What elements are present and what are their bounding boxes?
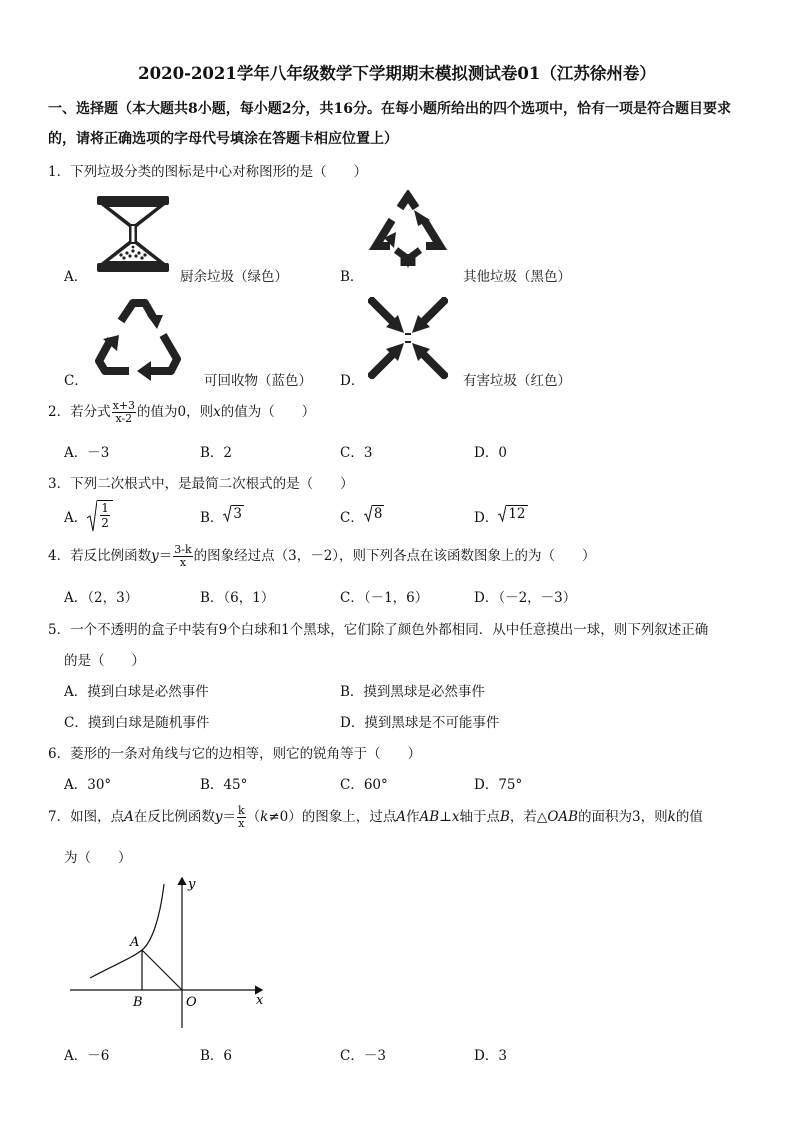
q4-option-c: C．（－1，6） bbox=[340, 590, 429, 606]
q6-option-c: C．60° bbox=[340, 777, 388, 793]
q5-option-c: C．摸到白球是随机事件 bbox=[64, 715, 210, 731]
q7-option-d: D．3 bbox=[474, 1048, 507, 1064]
q7-option-c: C．－3 bbox=[340, 1048, 386, 1064]
q1-option-d-caption: 有害垃圾（红色） bbox=[463, 373, 571, 389]
q1-option-c-letter: C． bbox=[64, 373, 88, 389]
inward-arrows-icon bbox=[368, 297, 448, 379]
section-instructions-line2: 的，请将正确选项的字母代号填涂在答题卡相应位置上） bbox=[48, 131, 398, 147]
q7-fraction: $\frac{k}{x}$ bbox=[237, 804, 245, 830]
q4-fraction: $\frac{3-k}{x}$ bbox=[174, 543, 192, 569]
q5-option-a: A．摸到白球是必然事件 bbox=[64, 684, 209, 700]
q1-option-d-letter: D． bbox=[340, 373, 365, 389]
q6-option-a: A．30° bbox=[64, 777, 112, 793]
q3-sqrt-8: 8 bbox=[364, 505, 385, 522]
q4-stem: 4．若反比例函数y＝ $\frac{3-k}{x}$ 的图象经过点（3，－2），则下列各点在该函数图象上的为（ ） bbox=[48, 543, 596, 569]
q3-sqrt-3: 3 bbox=[223, 505, 244, 522]
q2-fraction: $\frac{x+3}{x-2}$ bbox=[112, 399, 136, 425]
q4-option-d: D．（－2，－3） bbox=[474, 590, 577, 606]
hourglass-icon bbox=[93, 193, 173, 275]
q3-option-b: B． 3 bbox=[200, 506, 243, 526]
q1-option-b-letter: B． bbox=[340, 269, 364, 285]
section-instructions-line1: 一、选择题（本大题共8小题，每小题2分，共16分。在每小题所给出的四个选项中，恰有一项是符合题目要求 bbox=[48, 101, 731, 117]
q6-stem: 6．菱形的一条对角线与它的边相等，则它的锐角等于（ ） bbox=[48, 746, 422, 762]
q2-option-a: A．－3 bbox=[64, 445, 110, 461]
q7-option-b: B．6 bbox=[200, 1048, 233, 1064]
q1-option-c-caption: 可回收物（蓝色） bbox=[204, 373, 312, 389]
q6-option-b: B．45° bbox=[200, 777, 248, 793]
label-a: A bbox=[130, 935, 140, 950]
segment-ao bbox=[142, 950, 182, 990]
label-b: B bbox=[133, 995, 143, 1010]
hyperbola-curve bbox=[90, 884, 164, 978]
triangle-arrows-icon bbox=[366, 190, 450, 274]
q3-sqrt-half: $\frac{1}{2}$ bbox=[87, 500, 113, 532]
q3-option-a: A． $\frac{1}{2}$ bbox=[64, 500, 113, 532]
label-y: y bbox=[188, 877, 196, 892]
label-o: O bbox=[186, 995, 197, 1010]
q5-option-b: B．摸到黑球是必然事件 bbox=[340, 684, 485, 700]
q7-figure bbox=[66, 872, 276, 1032]
q1-stem: 1．下列垃圾分类的图标是中心对称图形的是（ ） bbox=[48, 164, 368, 180]
q6-option-d: D．75° bbox=[474, 777, 523, 793]
q2-stem: 2．若分式 $\frac{x+3}{x-2}$ 的值为0，则x的值为（ ） bbox=[48, 399, 316, 425]
q2-option-d: D．0 bbox=[474, 445, 507, 461]
q4-option-b: B．（6，1） bbox=[200, 590, 275, 606]
q4-option-a: A．（2，3） bbox=[64, 590, 139, 606]
q5-option-d: D．摸到黑球是不可能事件 bbox=[340, 715, 500, 731]
q7-option-a: A．－6 bbox=[64, 1048, 110, 1064]
page-title: 2020-2021学年八年级数学下学期期末模拟测试卷01（江苏徐州卷） bbox=[138, 64, 656, 83]
q5-stem-line1: 5．一个不透明的盒子中装有9个白球和1个黑球，它们除了颜色外都相同．从中任意摸出一球，则下列叙述正确 bbox=[48, 622, 709, 638]
q1-option-a-letter: A． bbox=[64, 269, 88, 285]
q3-option-d: D． 12 bbox=[474, 506, 526, 526]
q7-stem-line2: 为（ ） bbox=[64, 850, 132, 866]
q7-stem-line1: 7．如图，点A在反比例函数y＝ $\frac{k}{x}$ （k≠0）的图象上，过点A作AB⊥x轴于点B，若△OAB的面积为3，则k的值 bbox=[48, 804, 703, 830]
recycle-icon bbox=[93, 295, 185, 381]
q3-stem: 3．下列二次根式中，是最简二次根式的是（ ） bbox=[48, 476, 354, 492]
q5-stem-line2: 的是（ ） bbox=[64, 653, 145, 669]
label-x: x bbox=[256, 993, 264, 1008]
q1-option-a-caption: 厨余垃圾（绿色） bbox=[180, 269, 288, 285]
q2-option-c: C．3 bbox=[340, 445, 373, 461]
q3-sqrt-12: 12 bbox=[498, 505, 527, 522]
q2-option-b: B．2 bbox=[200, 445, 233, 461]
q1-option-b-caption: 其他垃圾（黑色） bbox=[463, 269, 571, 285]
q3-option-c: C． 8 bbox=[340, 506, 383, 526]
